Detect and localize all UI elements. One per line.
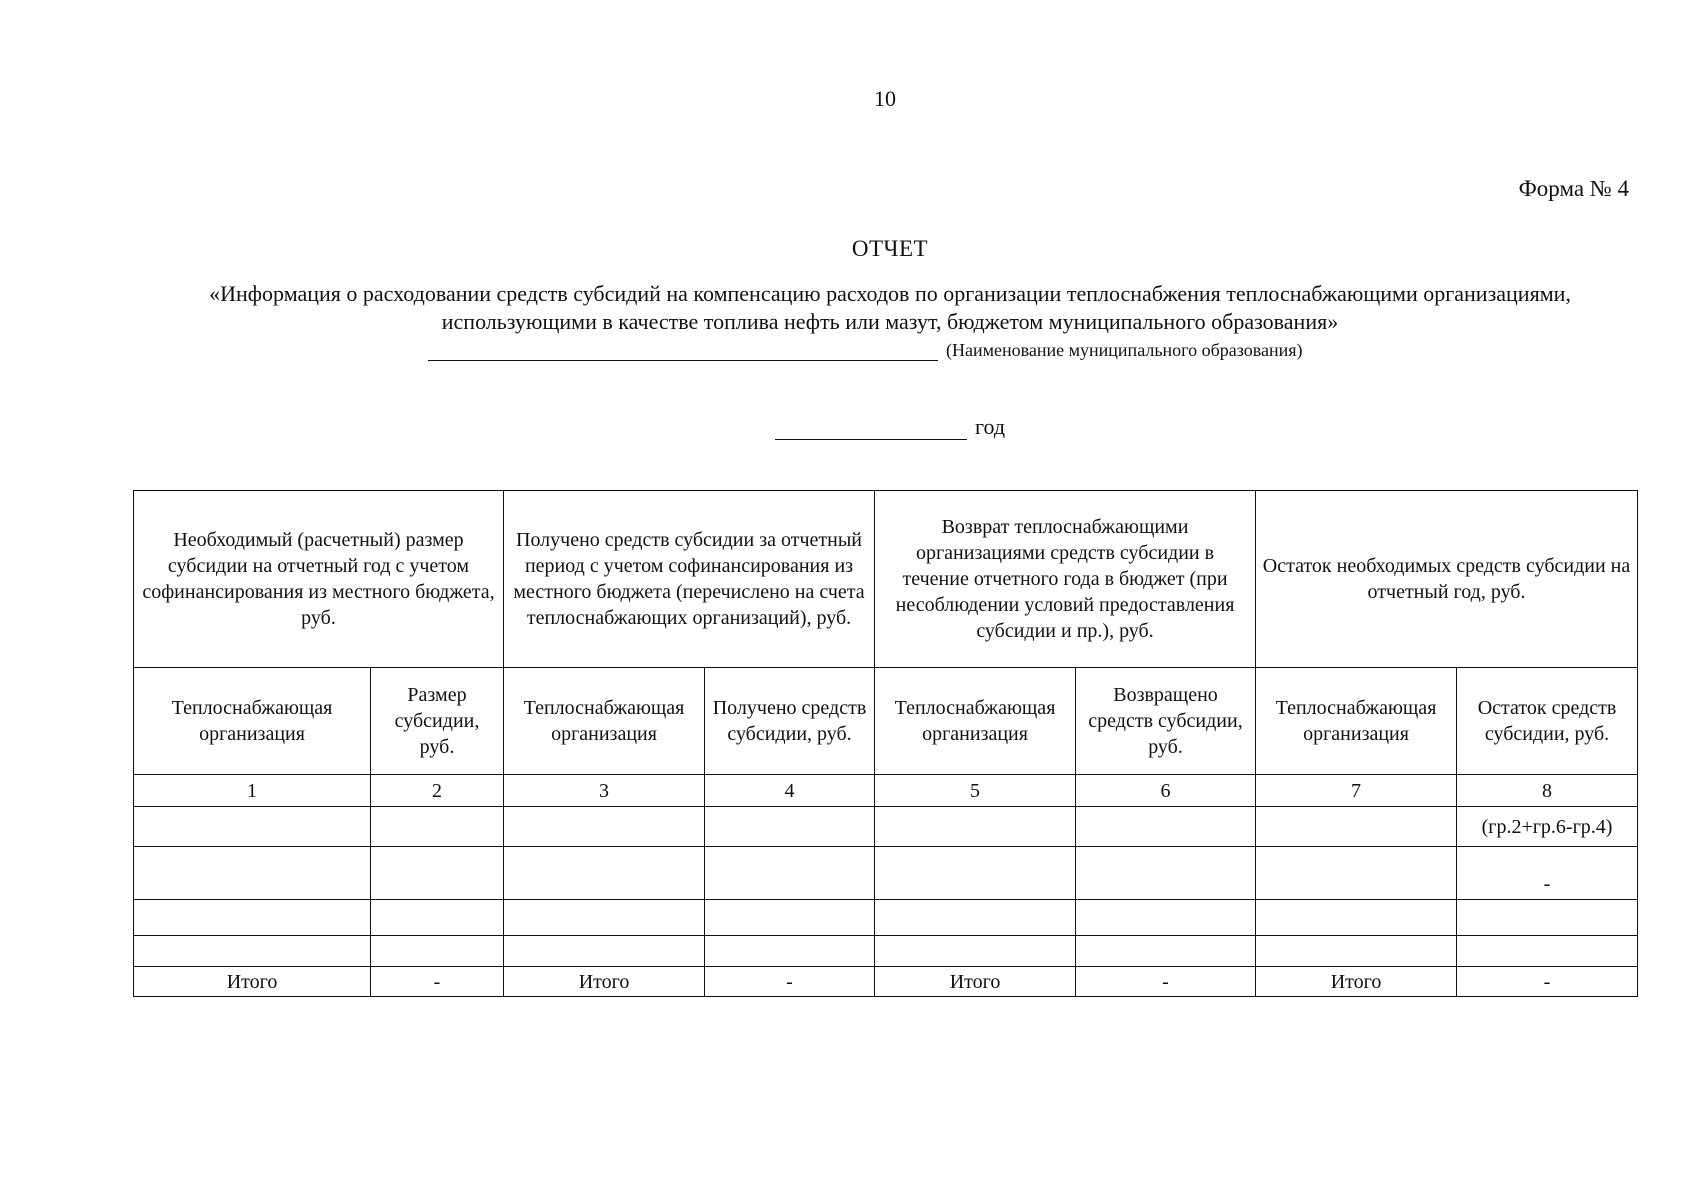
total-value: - — [705, 967, 875, 997]
table-cell[interactable] — [371, 900, 504, 936]
sub-header-remainder: Остаток средств субсидии, руб. — [1457, 668, 1638, 775]
column-number: 3 — [504, 775, 705, 807]
group-header-returned: Возврат теплоснабжающими организациями средств субсидии в течение отчетного года в бюджет (при несоблюдении условий предоставления субсидии и пр.), руб. — [875, 491, 1256, 668]
sub-header-received: Получено средств субсидии, руб. — [705, 668, 875, 775]
total-row — [134, 967, 1638, 997]
sub-header-org-2: Теплоснабжающая организация — [504, 668, 705, 775]
column-number: 8 — [1457, 775, 1638, 807]
table-cell[interactable] — [1076, 900, 1256, 936]
group-header-row — [134, 491, 1638, 668]
form-number: Форма № 4 — [1518, 176, 1629, 201]
total-label: Итого — [875, 967, 1076, 997]
year-blank[interactable] — [775, 417, 967, 440]
table-cell[interactable] — [371, 936, 504, 967]
table-cell[interactable] — [705, 936, 875, 967]
table-cell[interactable] — [705, 807, 875, 847]
sub-header-org-1: Теплоснабжающая организация — [134, 668, 371, 775]
report-subtitle: «Информация о расходовании средств субсидий на компенсацию расходов по организации теплоснабжения теплоснабжающими организациями, использующими в качестве топлива нефть или мазут, бюджетом муниципального образования» — [209, 281, 1571, 334]
table-cell[interactable] — [134, 900, 371, 936]
year-line — [775, 414, 1005, 440]
column-number: 4 — [705, 775, 875, 807]
table-cell[interactable] — [134, 847, 371, 900]
municipality-line — [428, 340, 1303, 361]
column-number: 1 — [134, 775, 371, 807]
group-header-required: Необходимый (расчетный) размер субсидии на отчетный год с учетом софинансирования из местного бюджета, руб. — [134, 491, 504, 668]
total-label: Итого — [134, 967, 371, 997]
page-number: 10 — [874, 86, 896, 111]
table-cell[interactable] — [1076, 936, 1256, 967]
table-cell[interactable] — [875, 847, 1076, 900]
table-cell[interactable] — [1457, 900, 1638, 936]
table-cell[interactable] — [1256, 807, 1457, 847]
sub-header-returned: Возвращено средств субсидии, руб. — [1076, 668, 1256, 775]
group-header-remainder: Остаток необходимых средств субсидии на отчетный год, руб. — [1256, 491, 1638, 668]
remainder-dash: - — [1457, 847, 1638, 900]
total-label: Итого — [1256, 967, 1457, 997]
column-number-row — [134, 775, 1638, 807]
report-title: ОТЧЕТ — [851, 236, 929, 261]
table-cell[interactable] — [705, 900, 875, 936]
table-cell[interactable] — [1076, 807, 1256, 847]
table-cell[interactable] — [371, 847, 504, 900]
municipality-caption: (Наименование муниципального образования) — [946, 340, 1303, 360]
report-table — [133, 490, 1638, 997]
column-number: 5 — [875, 775, 1076, 807]
sub-header-org-3: Теплоснабжающая организация — [875, 668, 1076, 775]
table-cell[interactable] — [504, 936, 705, 967]
table-cell[interactable] — [504, 847, 705, 900]
table-row — [134, 847, 1638, 900]
sub-header-org-4: Теплоснабжающая организация — [1256, 668, 1457, 775]
group-header-received: Получено средств субсидии за отчетный период с учетом софинансирования из местного бюджета (перечислено на счета теплоснабжающих организаций), руб. — [504, 491, 875, 668]
table-row — [134, 936, 1638, 967]
sub-header-row — [134, 668, 1638, 775]
total-value: - — [1457, 967, 1638, 997]
table-cell[interactable] — [1256, 936, 1457, 967]
table-row — [134, 900, 1638, 936]
table-cell[interactable] — [1256, 900, 1457, 936]
year-label: год — [975, 414, 1006, 439]
sub-header-subsidy-size: Размер субсидии, руб. — [371, 668, 504, 775]
column-number: 6 — [1076, 775, 1256, 807]
table-cell[interactable] — [371, 807, 504, 847]
total-label: Итого — [504, 967, 705, 997]
table-cell[interactable] — [875, 936, 1076, 967]
total-value: - — [1076, 967, 1256, 997]
total-value: - — [371, 967, 504, 997]
municipality-blank[interactable] — [428, 342, 938, 361]
table-cell[interactable] — [875, 807, 1076, 847]
table-row — [134, 807, 1638, 847]
remainder-formula: (гр.2+гр.6-гр.4) — [1457, 807, 1638, 847]
table-cell[interactable] — [134, 807, 371, 847]
table-cell[interactable] — [1076, 847, 1256, 900]
table-cell[interactable] — [875, 900, 1076, 936]
table-cell[interactable] — [705, 847, 875, 900]
column-number: 7 — [1256, 775, 1457, 807]
table-cell[interactable] — [1457, 936, 1638, 967]
column-number: 2 — [371, 775, 504, 807]
table-cell[interactable] — [134, 936, 371, 967]
table-cell[interactable] — [1256, 847, 1457, 900]
table-cell[interactable] — [504, 807, 705, 847]
table-cell[interactable] — [504, 900, 705, 936]
